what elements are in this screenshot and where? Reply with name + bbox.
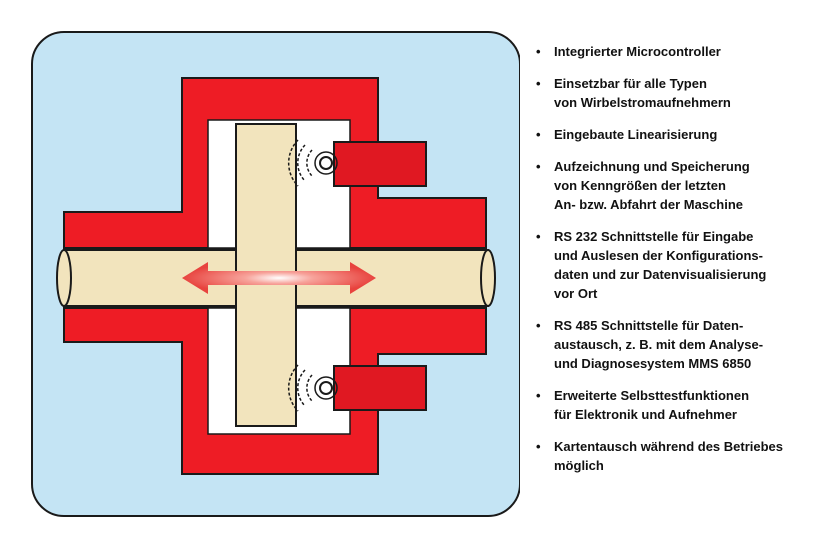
- feature-text: Integrierter Microcontroller: [554, 44, 721, 59]
- feature-text: Einsetzbar für alle Typen von Wirbelstromaufnehmern: [554, 76, 731, 110]
- feature-text: RS 232 Schnittstelle für Eingabe und Auslesen der Konfigurations- daten und zur Datenvisualisierung vor Ort: [554, 229, 767, 301]
- bullet-icon: •: [536, 159, 541, 174]
- feature-text: Kartentausch während des Betriebes möglich: [554, 439, 784, 473]
- bullet-icon: •: [536, 229, 541, 244]
- bullet-icon: •: [536, 318, 541, 333]
- feature-text: Erweiterte Selbsttestfunktionen für Elektronik und Aufnehmer: [554, 388, 750, 422]
- bullet-icon: •: [536, 439, 541, 454]
- feature-list: [534, 42, 824, 488]
- sensor-block-lower: [334, 366, 426, 410]
- bullet-icon: •: [536, 76, 541, 91]
- feature-item: [534, 227, 824, 303]
- sensor-block-upper: [334, 142, 426, 186]
- feature-text: Aufzeichnung und Speicherung von Kenngrößen der letzten An- bzw. Abfahrt der Maschine: [554, 159, 750, 212]
- feature-text: RS 485 Schnittstelle für Daten- austausch, z. B. mit dem Analyse- und Diagnosesystem MMS 6850: [554, 318, 764, 371]
- shaft-end-left: [57, 250, 71, 306]
- feature-item: [534, 386, 824, 424]
- feature-text: Eingebaute Linearisierung: [554, 127, 718, 142]
- bullet-icon: •: [536, 388, 541, 403]
- shaft-end-right: [481, 250, 495, 306]
- feature-item: [534, 74, 824, 112]
- bullet-icon: •: [536, 127, 541, 142]
- bullet-icon: •: [536, 44, 541, 59]
- feature-item: [534, 125, 824, 144]
- feature-item: [534, 157, 824, 214]
- feature-item: [534, 437, 824, 475]
- feature-item: [534, 316, 824, 373]
- feature-item: [534, 42, 824, 61]
